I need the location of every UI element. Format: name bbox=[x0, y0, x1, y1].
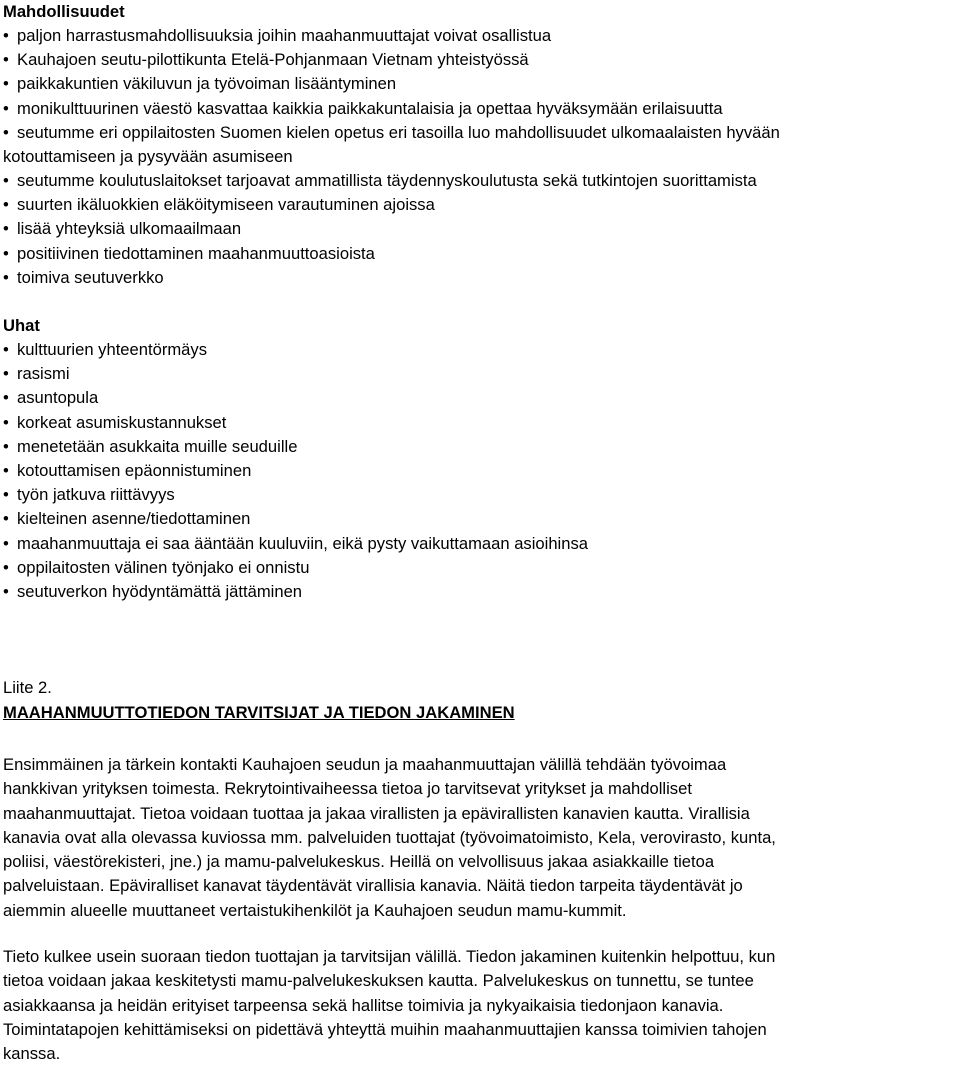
list-item bbox=[3, 266, 960, 290]
list-item bbox=[3, 507, 960, 531]
list-item-text: suurten ikäluokkien eläköitymiseen varautuminen ajoissa bbox=[17, 195, 435, 215]
list-item-text: korkeat asumiskustannukset bbox=[17, 412, 227, 432]
paragraph-line: asiakkaansa ja heidän erityiset tarpeensa sekä hallitse toimivia ja nykyaikaisia tiedonjaon kanavia. bbox=[3, 995, 724, 1015]
bullet-icon: • bbox=[3, 267, 9, 287]
list-item-text: toimiva seutuverkko bbox=[17, 267, 164, 287]
threats-heading: Uhat bbox=[3, 316, 40, 335]
list-item-text: kotouttamisen epäonnistuminen bbox=[17, 461, 252, 481]
paragraph-2 bbox=[3, 945, 960, 1066]
bullet-icon: • bbox=[3, 26, 9, 45]
paragraph-line: tietoa voidaan jakaa keskitetysti mamu-palvelukeskuksen kautta. Palvelukeskus on tunnettu, se tuntee bbox=[3, 971, 754, 991]
bullet-icon: • bbox=[3, 388, 9, 408]
list-item-text: paikkakuntien väkiluvun ja työvoiman lisääntyminen bbox=[17, 74, 397, 94]
paragraph-line: hankkivan yrityksen toimesta. Rekrytointivaiheessa tietoa jo tarvitsevat yritykset ja mahdolliset bbox=[3, 779, 692, 799]
bullet-icon: • bbox=[3, 243, 9, 263]
list-item bbox=[3, 532, 960, 556]
opportunities-list-continued bbox=[3, 169, 960, 290]
list-item-text: maahanmuuttaja ei saa ääntään kuuluviin, eikä pysty vaikuttamaan asioihinsa bbox=[17, 533, 588, 553]
paragraph-line: Toimintatapojen kehittämiseksi on pidettävä yhteyttä muihin maahanmuuttajien kanssa toimivien tahojen bbox=[3, 1019, 767, 1039]
list-item-text: Kauhajoen seutu-pilottikunta Etelä-Pohjanmaan Vietnam yhteistyössä bbox=[17, 50, 529, 70]
paragraph-line: kanssa. bbox=[3, 1044, 61, 1064]
paragraph-line: palveluistaan. Epäviralliset kanavat täydentävät virallisia kanavia. Näitä tiedon tarpeita täydentävät jo bbox=[3, 876, 743, 896]
list-item-continuation: kotouttamiseen ja pysyvään asumiseen bbox=[3, 147, 293, 167]
paragraph-line: aiemmin alueelle muuttaneet vertaistukihenkilöt ja Kauhajoen seudun mamu-kummit. bbox=[3, 900, 627, 920]
paragraph-line: poliisi, väestörekisteri, jne.) ja mamu-palvelukeskus. Heillä on velvollisuus jakaa asiakkaille tietoa bbox=[3, 852, 715, 872]
list-item bbox=[3, 411, 960, 435]
list-item-text: positiivinen tiedottaminen maahanmuuttoasioista bbox=[17, 243, 375, 263]
paragraph-line: maahanmuuttajat. Tietoa voidaan tuottaa ja jakaa virallisten ja epävirallisten kanavien kautta. Virallisia bbox=[3, 803, 750, 823]
list-item bbox=[3, 24, 960, 48]
list-item-text: oppilaitosten välinen työnjako ei onnistu bbox=[17, 557, 310, 577]
bullet-icon: • bbox=[3, 582, 9, 602]
paragraph-1 bbox=[3, 753, 960, 923]
bullet-icon: • bbox=[3, 485, 9, 505]
bullet-icon: • bbox=[3, 412, 9, 432]
list-item-text: paljon harrastusmahdollisuuksia joihin maahanmuuttajat voivat osallistua bbox=[17, 26, 552, 45]
list-item bbox=[3, 483, 960, 507]
threats-section bbox=[3, 314, 960, 604]
bullet-icon: • bbox=[3, 50, 9, 70]
list-item bbox=[3, 72, 960, 96]
bullet-icon: • bbox=[3, 171, 9, 191]
list-item-text: kulttuurien yhteentörmäys bbox=[17, 340, 208, 359]
paragraph-line: kanavia ovat alla olevassa kuviossa mm. palveluiden tuottajat (työvoimatoimisto, Kela, verovirasto, kunta, bbox=[3, 827, 776, 847]
list-item bbox=[3, 169, 960, 193]
opportunities-heading: Mahdollisuudet bbox=[3, 2, 125, 21]
bullet-icon: • bbox=[3, 461, 9, 481]
list-item-text: työn jatkuva riittävyys bbox=[17, 485, 175, 505]
bullet-icon: • bbox=[3, 219, 9, 239]
list-item-text: seutumme koulutuslaitokset tarjoavat ammatillista täydennyskoulutusta sekä tutkintojen suorittamista bbox=[17, 171, 757, 191]
list-item-text: kielteinen asenne/tiedottaminen bbox=[17, 509, 251, 529]
paragraph-line: Ensimmäinen ja tärkein kontakti Kauhajoen seudun ja maahanmuuttajan välillä tehdään työvoimaa bbox=[3, 755, 727, 774]
threats-list bbox=[3, 338, 960, 604]
list-item bbox=[3, 580, 960, 604]
opportunities-list bbox=[3, 24, 960, 145]
list-item-text: rasismi bbox=[17, 364, 70, 384]
bullet-icon: • bbox=[3, 436, 9, 456]
paragraph-line: Tieto kulkee usein suoraan tiedon tuottajan ja tarvitsijan välillä. Tiedon jakaminen kuitenkin helpottuu, kun bbox=[3, 947, 776, 966]
bullet-icon: • bbox=[3, 98, 9, 118]
bullet-icon: • bbox=[3, 122, 9, 142]
bullet-icon: • bbox=[3, 74, 9, 94]
bullet-icon: • bbox=[3, 557, 9, 577]
list-item-text: asuntopula bbox=[17, 388, 99, 408]
list-item bbox=[3, 338, 960, 362]
list-item-text: monikulttuurinen väestö kasvattaa kaikkia paikkakuntalaisia ja opettaa hyväksymään erilaisuutta bbox=[17, 98, 723, 118]
bullet-icon: • bbox=[3, 533, 9, 553]
appendix-label: Liite 2. bbox=[3, 678, 52, 697]
bullet-icon: • bbox=[3, 364, 9, 384]
list-item-text: menetetään asukkaita muille seuduille bbox=[17, 436, 298, 456]
list-item bbox=[3, 48, 960, 72]
list-item bbox=[3, 459, 960, 483]
list-item bbox=[3, 121, 960, 145]
list-item bbox=[3, 556, 960, 580]
list-item bbox=[3, 435, 960, 459]
list-item-text: lisää yhteyksiä ulkomaailmaan bbox=[17, 219, 242, 239]
list-item bbox=[3, 386, 960, 410]
list-item bbox=[3, 97, 960, 121]
list-item bbox=[3, 193, 960, 217]
list-item-text: seutumme eri oppilaitosten Suomen kielen opetus eri tasoilla luo mahdollisuudet ulkomaalaisten hyvään bbox=[17, 122, 780, 142]
opportunities-section bbox=[3, 0, 960, 290]
list-item bbox=[3, 217, 960, 241]
list-item bbox=[3, 362, 960, 386]
bullet-icon: • bbox=[3, 509, 9, 529]
bullet-icon: • bbox=[3, 340, 9, 359]
bullet-icon: • bbox=[3, 195, 9, 215]
appendix-title: MAAHANMUUTTOTIEDON TARVITSIJAT JA TIEDON JAKAMINEN bbox=[3, 703, 515, 722]
list-item bbox=[3, 242, 960, 266]
list-item-text: seutuverkon hyödyntämättä jättäminen bbox=[17, 582, 303, 602]
